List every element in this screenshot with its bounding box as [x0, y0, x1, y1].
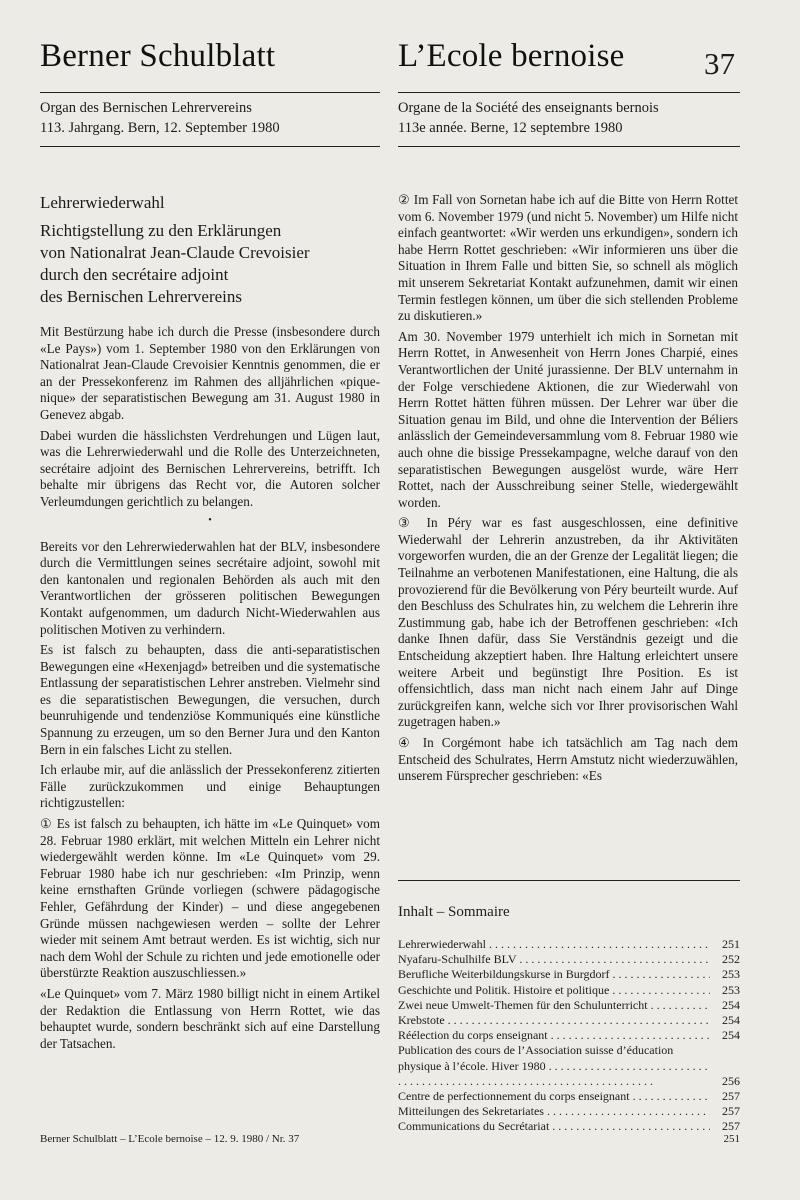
- contents-title: Inhalt – Sommaire: [398, 904, 510, 920]
- contents-page: 254: [722, 997, 740, 1012]
- contents-label: Centre de perfectionnement du corps enseignant . . .: [398, 1089, 710, 1104]
- contents-page: 251: [722, 937, 740, 951]
- contents-page: 256: [722, 1073, 740, 1088]
- contents-label: Berufliche Weiterbildungskurse in Burgdorf . . .: [398, 967, 710, 982]
- contents-row: [398, 1043, 740, 1089]
- contents-label: Publication des cours de l’Association suisse d’éducation physique à l’école. Hiver 1980 . . .: [398, 1043, 710, 1089]
- contents-page: 254: [722, 1028, 740, 1043]
- contents-page: 257: [722, 1104, 740, 1119]
- contents-row: [398, 983, 740, 998]
- contents-row: [398, 998, 740, 1013]
- subtitle-date-german: 113. Jahrgang. Bern, 12. September 1980: [40, 120, 280, 136]
- contents-label: Krebstote . . .: [398, 1013, 710, 1028]
- article-kicker: Lehrerwiederwahl: [40, 193, 165, 212]
- contents-label: Geschichte und Politik. Histoire et politique . . .: [398, 983, 710, 998]
- contents-row: [398, 1104, 740, 1119]
- header-bottom-rule-left: [40, 146, 380, 147]
- contents-label: Nyafaru-Schulhilfe BLV . . .: [398, 952, 710, 967]
- article-paragraph: Es ist falsch zu behaupten, dass die anti-separatistischen Bewegungen eine «Hexenjagd» betreiben und die systematische Entlassung der separatistischen Lehrer anstreben. Vielmehr sind es die separatistischen Bewegungen, die versuchen, durch beunruhigende und tendenziöse Kommuniqués eine künstliche Spannung zu erzeugen, um so den Berner Jura und den Kanton Bern in ein falsches Licht zu stellen.: [40, 642, 380, 757]
- subtitle-organ-french: Organe de la Société des enseignants bernois: [398, 100, 659, 116]
- header-bottom-rule-right: [398, 146, 740, 147]
- section-separator: •: [208, 514, 212, 526]
- article-paragraph: «Le Quinquet» vom 7. März 1980 billigt nicht in einem Artikel der Redaktion die Entlassung von Herrn Rottet, wie das behauptet wurde, sondern beschränkt sich auf eine Darstellung der Tatsachen.: [40, 985, 380, 1051]
- contents-row: [398, 1119, 740, 1134]
- contents-label: Lehrerwiederwahl . . .: [398, 937, 710, 952]
- contents-row: [398, 967, 740, 982]
- headline-line: durch den secrétaire adjoint: [40, 265, 229, 284]
- page-number: 251: [723, 1133, 740, 1145]
- page-footer: Berner Schulblatt – L’Ecole bernoise – 12. 9. 1980 / Nr. 37: [40, 1133, 300, 1145]
- table-of-contents: [398, 904, 740, 1135]
- contents-row: [398, 952, 740, 967]
- contents-row: [398, 1089, 740, 1104]
- subtitle-date-french: 113e année. Berne, 12 septembre 1980: [398, 120, 623, 136]
- contents-label: Réélection du corps enseignant . . .: [398, 1028, 710, 1043]
- article-paragraph: Dabei wurden die hässlichsten Verdrehungen und Lügen laut, was die Lehrerwiederwahl und die Rolle des Unterzeichneten, secrétaire adjoint des Bernischen Lehrervereins, betrifft. Ich behalte mir übrigens das Recht vor, die Autoren solcher Verleumdungen gerichtlich zu belangen.: [40, 427, 380, 509]
- article-paragraph: ① Es ist falsch zu behaupten, ich hätte im «Le Quinquet» vom 28. Februar 1980 erklärt, mit welchen Mitteln ein Lehrer nicht wiedergewählt werden könne. Im «Le Quinquet» vom 29. Februar 1980 habe ich nur geschrieben: «Im Prinzip, wenn keine ernsthaften Gründe vorliegen (schwere pädagogische Fehler, Gefährdung der Kinder) – und diese angegebenen Gründe müssen nachgewiesen werden – sollte der Lehrer wieder mit seinem Amt betraut werden. Es ist wichtig, sich nur nach dem Wohl der Schule zu richten und jede emotionelle oder überstürzte Reaktion auszuschliessen.»: [40, 816, 380, 981]
- contents-row: [398, 937, 740, 952]
- subtitle-organ-german: Organ des Bernischen Lehrervereins: [40, 100, 252, 116]
- contents-row: [398, 1013, 740, 1028]
- contents-page: 257: [722, 1119, 740, 1134]
- article-paragraph: Am 30. November 1979 unterhielt ich mich in Sornetan mit Herrn Rottet, in Anwesenheit von Herrn Jones Charpié, eines Verantwortlichen der Unité jurassienne. Der BLV unternahm in der Folge verschiedene Aktionen, die zur Wiederwahl von Herrn Rottet hätten führen müssen. Der Lehrer war über die Situation genau im Bild, und ohne die Intervention der Béliers anlässlich der Gemeindeversammlung vom 8. Februar 1980 wie auch ohne die bissige Pressekampagne, welche darauf von den separatistischen Bewegungen ausgelöst wurde, wäre Herr Rottet, nach der Ausschreibung seiner Stelle, wiedergewählt worden.: [398, 328, 738, 510]
- contents-page: 254: [722, 1013, 740, 1028]
- article-paragraph: Ich erlaube mir, auf die anlässlich der Pressekonferenz zitierten Fälle zurückzukommen und einige Behauptungen richtigzustellen:: [40, 762, 380, 811]
- masthead-rule-right: [398, 92, 740, 93]
- article-headline: [40, 220, 380, 308]
- article-column-right: [398, 192, 738, 789]
- contents-rule: [398, 880, 740, 881]
- headline-line: von Nationalrat Jean-Claude Crevoisier: [40, 243, 310, 262]
- masthead-rule-left: [40, 92, 380, 93]
- headline-line: des Bernischen Lehrervereins: [40, 287, 243, 306]
- article-paragraph: ③ In Péry war es fast ausgeschlossen, eine definitive Wiederwahl der Lehrerin anzustreben, da ihr Aktivitäten vorgeworfen wurden, die an der Grenze der Legalität liegen; die Teilnahme an verbotenen Manifestationen, eine Haltung, die als provozierend für die Bevölkerung von Péry beurteilt wurde. Auf den Beschluss des Schulrates hin, zu welchem die Lehrerin ihre Zustimmung gab, habe ich der Betroffenen geschrieben: «Ich danke Ihnen dafür, dass Sie Verständnis gezeigt und die Entscheidung akzeptiert haben. Ihre Haltung erleichtert unsere weitere Arbeit und begünstigt Ihre Position. Es ist offensichtlich, dass man nicht nach einem Jahr auf Dinge zurückgreifen kann, welche sich vor Ihrer provisorischen Wahl zugetragen haben.»: [398, 515, 738, 730]
- masthead-title-french: L’Ecole bernoise: [398, 38, 625, 74]
- issue-number: 37: [704, 46, 735, 81]
- contents-page: 253: [722, 982, 740, 997]
- masthead-subtitle-french: [398, 98, 748, 138]
- contents-row: [398, 1028, 740, 1043]
- contents-label: Mitteilungen des Sekretariates . . .: [398, 1104, 710, 1119]
- article-paragraph: ② Im Fall von Sornetan habe ich auf die Bitte von Herrn Rottet vom 6. November 1979 (und nicht 5. November) um Hilfe nicht einfach geantwortet: «Wir werden uns erkundigen», sondern ich habe Herrn Rottet geschrieben: «Wir informieren uns über die Situation in Ihrem Falle und bitten Sie, so schnell als möglich mit unserem Sekretariat Kontakt aufzunehmen, damit wir einen Termin festlegen können, um über die sich stellenden Probleme zu diskutieren.»: [398, 192, 738, 324]
- contents-label: Communications du Secrétariat . . .: [398, 1119, 710, 1134]
- masthead-title-german: Berner Schulblatt: [40, 38, 276, 74]
- contents-page: 257: [722, 1089, 740, 1104]
- contents-page: 252: [722, 952, 740, 967]
- article-paragraph: Bereits vor den Lehrerwiederwahlen hat der BLV, insbesondere durch die Vermittlungen seines secrétaire adjoint, sowohl mit den kantonalen und regionalen Behörden als auch mit den Verantwortlichen der grösseren politischen Bewegungen Kontakt aufgenommen, um dadurch Nicht-Wiederwahlen aus politischen Motiven zu verhindern.: [40, 538, 380, 637]
- article-paragraph: Mit Bestürzung habe ich durch die Presse (insbesondere durch «Le Pays») vom 1. September 1980 von den Erklärungen von Nationalrat Jean-Claude Crevoisier Kenntnis genommen, die er an der Pressekonferenz im Rahmen des alljährlichen «pique-nique» der separatistischen Bewegung am 31. August 1980 in Genevez abgab.: [40, 324, 380, 422]
- headline-line: Richtigstellung zu den Erklärungen: [40, 221, 282, 240]
- contents-label: Zwei neue Umwelt-Themen für den Schulunterricht . . .: [398, 998, 710, 1013]
- article-column-left: [40, 192, 380, 1056]
- contents-page: 253: [722, 967, 740, 982]
- masthead-subtitle-german: [40, 98, 380, 138]
- article-paragraph: ④ In Corgémont habe ich tatsächlich am Tag nach dem Entscheid des Schulrates, Herrn Amstutz nicht wiederzuwählen, unserem Fürsprecher geschrieben: «Es: [398, 735, 738, 784]
